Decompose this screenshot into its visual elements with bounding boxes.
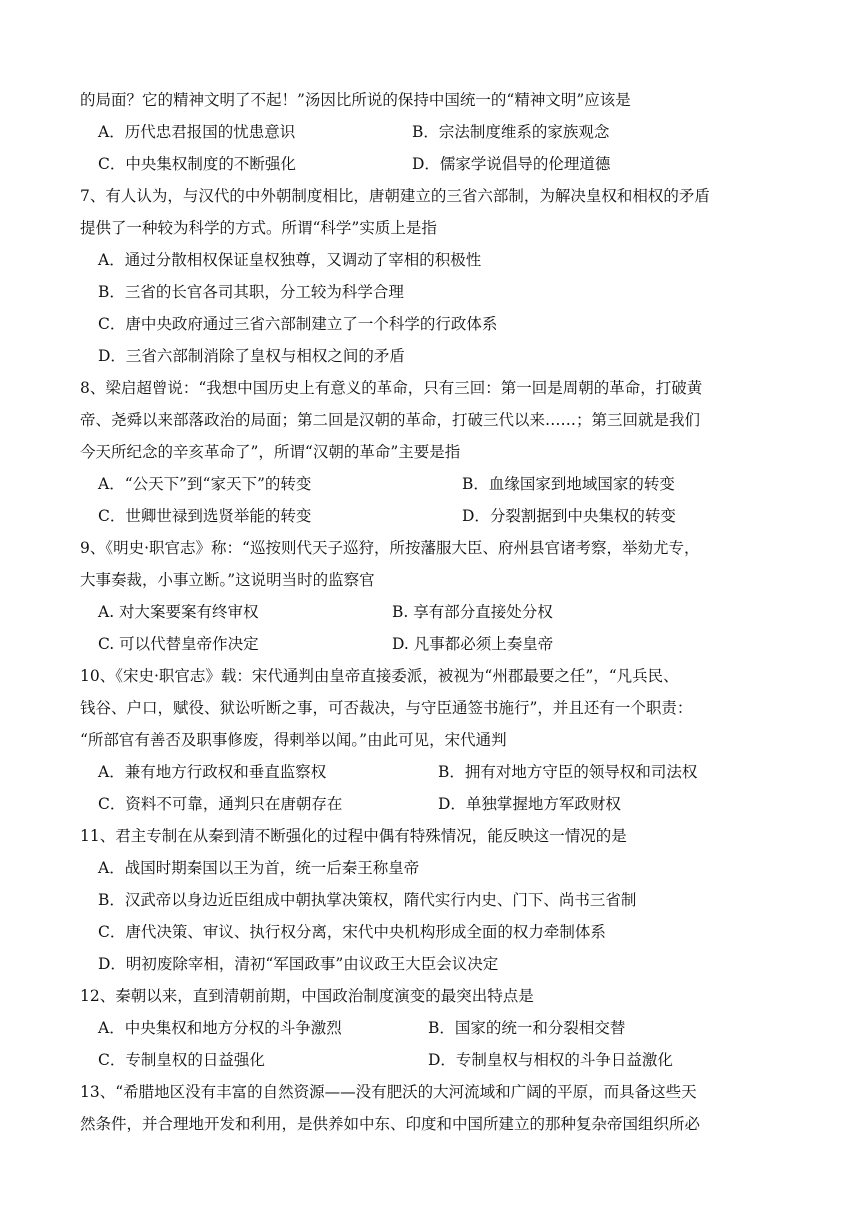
question-6-option-b: B．宗法制度维系的家族观念 bbox=[412, 123, 610, 141]
question-11-option-a: A．战国时期秦国以王为首，统一后秦王称皇帝 bbox=[98, 859, 420, 877]
question-11-option-b: B．汉武帝以身边近臣组成中朝执掌决策权，隋代实行内史、门下、尚书三省制 bbox=[98, 891, 637, 909]
question-8-option-b: B．血缘国家到地域国家的转变 bbox=[462, 475, 675, 493]
question-10-option-a: A．兼有地方行政权和垂直监察权 bbox=[98, 763, 327, 781]
question-8-stem-line-3: 今天所纪念的辛亥革命了”，所谓“汉朝的革命”主要是指 bbox=[80, 443, 461, 461]
question-9-option-c: C. 可以代替皇帝作决定 bbox=[98, 635, 259, 653]
question-7-option-a: A．通过分散相权保证皇权独尊，又调动了宰相的积极性 bbox=[98, 251, 482, 269]
question-8-stem-line-2: 帝、尧舜以来部落政治的局面；第二回是汉朝的革命，打破三代以来……；第三回就是我们 bbox=[80, 411, 701, 429]
question-8-option-c: C．世卿世禄到选贤举能的转变 bbox=[98, 507, 312, 525]
question-7-option-c: C．唐中央政府通过三省六部制建立了一个科学的行政体系 bbox=[98, 315, 498, 333]
question-9-stem-line-2: 大事奏裁，小事立断。”这说明当时的监察官 bbox=[80, 571, 375, 589]
question-6-option-a: A．历代忠君报国的忧患意识 bbox=[98, 123, 296, 141]
question-11-option-c: C．唐代决策、审议、执行权分离，宋代中央机构形成全面的权力牵制体系 bbox=[98, 923, 606, 941]
question-7-option-b: B．三省的长官各司其职，分工较为科学合理 bbox=[98, 283, 404, 301]
question-7-stem-line-1: 7、有人认为，与汉代的中外朝制度相比，唐朝建立的三省六部制，为解决皇权和相权的矛盾 bbox=[80, 187, 710, 205]
question-9-stem-line-1: 9、《明史·职官志》称：“巡按则代天子巡狩，所按藩服大臣、府州县官诸考察，举劾尤专， bbox=[80, 539, 700, 557]
question-6-option-d: D．儒家学说倡导的伦理道德 bbox=[412, 155, 611, 173]
question-12-option-a: A．中央集权和地方分权的斗争激烈 bbox=[98, 1019, 342, 1037]
question-7-option-d: D．三省六部制消除了皇权与相权之间的矛盾 bbox=[98, 347, 405, 365]
question-9-option-d: D. 凡事都必须上奏皇帝 bbox=[392, 635, 554, 653]
question-12-stem: 12、秦朝以来，直到清朝前期，中国政治制度演变的最突出特点是 bbox=[80, 987, 534, 1005]
question-9-option-b: B. 享有部分直接处分权 bbox=[392, 603, 553, 621]
question-6-option-c: C．中央集权制度的不断强化 bbox=[98, 155, 296, 173]
question-11-option-d: D．明初废除宰相，清初“军国政事”由议政王大臣会议决定 bbox=[98, 955, 499, 973]
question-11-stem: 11、君主专制在从秦到清不断强化的过程中偶有特殊情况，能反映这一情况的是 bbox=[80, 827, 627, 845]
question-8-option-d: D．分裂割据到中央集权的转变 bbox=[462, 507, 676, 525]
question-8-stem-line-1: 8、梁启超曾说：“我想中国历史上有意义的革命，只有三回：第一回是周朝的革命，打破黄 bbox=[80, 379, 703, 397]
question-10-stem-line-3: “所部官有善否及职事修废，得剌举以闻。”由此可见，宋代通判 bbox=[80, 731, 507, 749]
question-10-option-d: D．单独掌握地方军政财权 bbox=[438, 795, 621, 813]
question-12-option-d: D．专制皇权与相权的斗争日益激化 bbox=[428, 1051, 673, 1069]
question-9-option-a: A. 对大案要案有终审权 bbox=[98, 603, 259, 621]
question-12-option-b: B．国家的统一和分裂相交替 bbox=[428, 1019, 626, 1037]
question-7-stem-line-2: 提供了一种较为科学的方式。所谓“科学”实质上是指 bbox=[80, 219, 437, 237]
question-13-stem-line-1: 13、“希腊地区没有丰富的自然资源——没有肥沃的大河流域和广阔的平原，而具备这些天 bbox=[80, 1083, 697, 1101]
question-10-stem-line-2: 钱谷、户口，赋役、狱讼听断之事，可否裁决，与守臣通签书施行”，并且还有一个职责： bbox=[80, 699, 693, 717]
question-6-stem-tail: 的局面？它的精神文明了不起！”汤因比所说的保持中国统一的“精神文明”应该是 bbox=[80, 91, 631, 109]
question-12-option-c: C．专制皇权的日益强化 bbox=[98, 1051, 265, 1069]
question-10-option-b: B．拥有对地方守臣的领导权和司法权 bbox=[438, 763, 698, 781]
question-8-option-a: A．“公天下”到“家天下”的转变 bbox=[98, 475, 312, 493]
question-10-stem-line-1: 10、《宋史·职官志》载：宋代通判由皇帝直接委派，被视为“州郡最要之任”，“凡兵民、 bbox=[80, 667, 679, 685]
question-10-option-c: C．资料不可靠，通判只在唐朝存在 bbox=[98, 795, 343, 813]
question-13-stem-line-2: 然条件，并合理地开发和利用，是供养如中东、印度和中国所建立的那种复杂帝国组织所必 bbox=[80, 1115, 701, 1133]
